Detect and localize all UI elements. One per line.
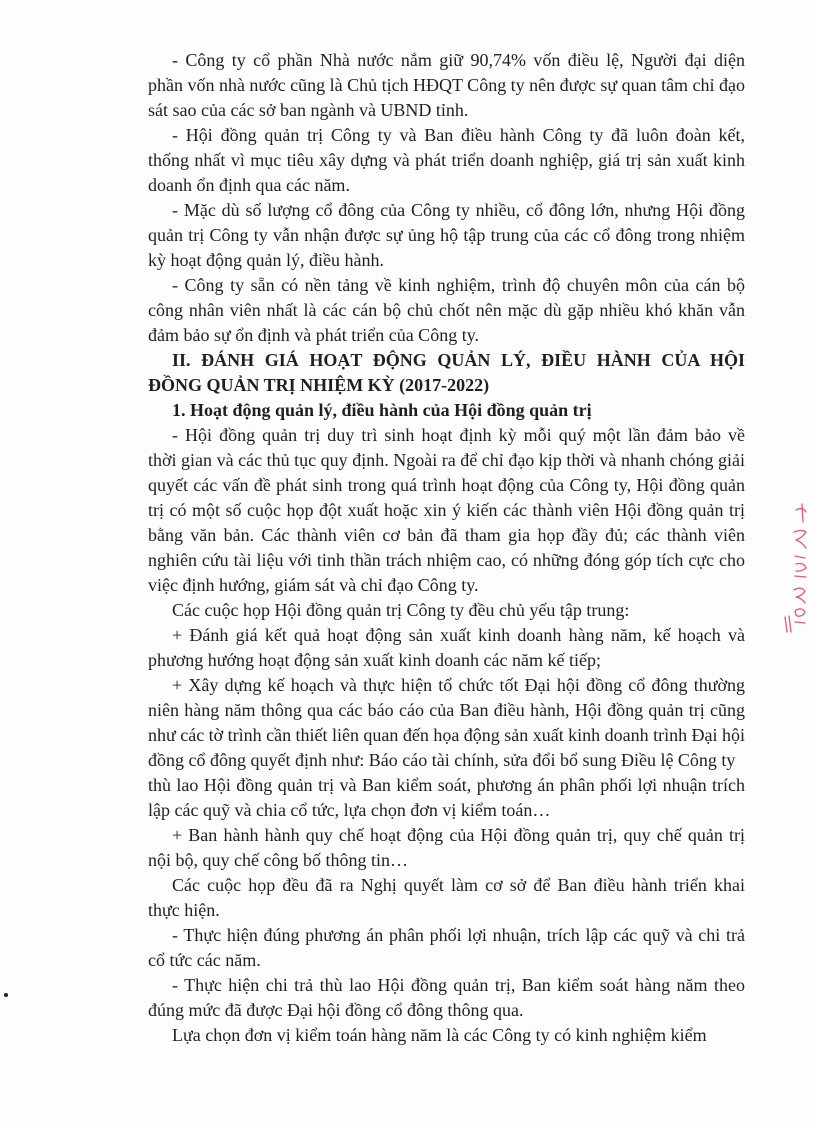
section-heading xyxy=(148,348,745,398)
scan-speck xyxy=(4,993,8,997)
list-item-agm-planning xyxy=(148,673,745,823)
text-line: đồng cổ đông quyết định như: Báo cáo tài chính, sửa đổi bổ sung Điều lệ Công ty xyxy=(148,750,736,770)
text-line: phương hướng hoạt động sản xuất kinh doanh các năm kế tiếp; xyxy=(148,650,601,670)
text-line: thù lao Hội đồng quản trị và Ban kiểm soát, phương án phân phối lợi nhuận trích xyxy=(148,775,745,795)
text-line: nghiên cứu tài liệu với tinh thần trách nhiệm cao, có những đóng góp tích cực cho xyxy=(148,550,745,570)
text-line: bằng văn bản. Các thành viên cơ bản đã tham gia họp đầy đủ; các thành viên xyxy=(148,525,745,545)
paragraph-experience xyxy=(148,273,745,348)
text-line: phần vốn nhà nước cũng là Chủ tịch HĐQT Công ty nên được sự quan tâm chỉ đạo xyxy=(148,75,745,95)
text-line: đảm bảo sự ổn định và phát triển của Công ty. xyxy=(148,325,480,345)
paragraph-shareholder-support xyxy=(148,198,745,273)
text-line: - Thực hiện chi trả thù lao Hội đồng quản trị, Ban kiểm soát hàng năm theo xyxy=(172,975,745,995)
text-line: kỳ hoạt động quản lý, điều hành. xyxy=(148,250,384,270)
text-line: doanh ổn định qua các năm. xyxy=(148,175,350,195)
text-line: quyết các vấn đề phát sinh trong quá trình hoạt động của Công ty, Hội đồng quản xyxy=(148,475,745,495)
section-heading-line: ĐỒNG QUẢN TRỊ NHIỆM KỲ (2017-2022) xyxy=(148,375,490,395)
text-line: đúng mức đã được Đại hội đồng cổ đông thông qua. xyxy=(148,1000,524,1020)
text-line: - Hội đồng quản trị Công ty và Ban điều hành Công ty đã luôn đoàn kết, xyxy=(172,125,745,145)
text-line: nội bộ, quy chế công bố thông tin… xyxy=(148,850,408,870)
text-line: như các tờ trình cần thiết liên quan đến họa động sản xuất kinh doanh trình Đại hội xyxy=(148,725,745,745)
paragraph-state-ownership xyxy=(148,48,745,123)
paragraph-profit-distribution xyxy=(148,923,745,973)
paragraph-auditor-selection xyxy=(148,1023,745,1048)
text-line: quản trị Công ty vẫn nhận được sự ủng hộ tập trung của các cổ đông trong nhiệm xyxy=(148,225,745,245)
paragraph-resolutions xyxy=(148,873,745,923)
list-item-evaluation xyxy=(148,623,745,673)
paragraph-board-meetings xyxy=(148,423,745,598)
text-line: sát sao của các sở ban ngành và UBND tỉnh. xyxy=(148,100,469,120)
text-line: - Thực hiện đúng phương án phân phối lợi nhuận, trích lập các quỹ và chi trả xyxy=(172,925,745,945)
text-line: - Mặc dù số lượng cổ đông của Công ty nhiều, cổ đông lớn, nhưng Hội đồng xyxy=(172,200,745,220)
paragraph-board-unity xyxy=(148,123,745,198)
text-line: thực hiện. xyxy=(148,900,220,920)
text-line: việc định hướng, giám sát và chỉ đạo Công ty. xyxy=(148,575,479,595)
text-line: trị có một số cuộc họp đột xuất hoặc xin ý kiến các thành viên Hội đồng quản trị xyxy=(148,500,745,520)
text-line: công nhân viên nhất là các cán bộ chủ chốt nên mặc dù gặp nhiều khó khăn vẫn xyxy=(148,300,745,320)
text-line: + Ban hành hành quy chế hoạt động của Hội đồng quản trị, quy chế quản trị xyxy=(172,825,745,845)
text-line: Các cuộc họp Hội đồng quản trị Công ty đều chủ yếu tập trung: xyxy=(172,600,630,620)
paragraph-meeting-focus xyxy=(148,598,745,623)
text-line: Các cuộc họp đều đã ra Nghị quyết làm cơ sở để Ban điều hành triển khai xyxy=(172,875,745,895)
text-line: Lựa chọn đơn vị kiểm toán hàng năm là các Công ty có kinh nghiệm kiểm xyxy=(172,1025,707,1045)
text-line: + Xây dựng kế hoạch và thực hiện tổ chức tốt Đại hội đồng cổ đông thường xyxy=(172,675,745,695)
text-line: thống nhất vì mục tiêu xây dựng và phát triển doanh nghiệp, giá trị sản xuất kinh xyxy=(148,150,745,170)
text-line: + Đánh giá kết quả hoạt động sản xuất kinh doanh hàng năm, kế hoạch và xyxy=(172,625,745,645)
text-line: - Công ty cổ phần Nhà nước nắm giữ 90,74% vốn điều lệ, Người đại diện xyxy=(172,50,745,70)
subsection-heading: 1. Hoạt động quản lý, điều hành của Hội đồng quản trị xyxy=(172,400,592,420)
paragraph-remuneration xyxy=(148,973,745,1023)
document-body xyxy=(148,48,745,1048)
text-line: - Hội đồng quản trị duy trì sinh hoạt định kỳ mỗi quý một lần đảm bảo về xyxy=(172,425,745,445)
list-item-regulations xyxy=(148,823,745,873)
text-line: niên hàng năm thông qua các báo cáo của Ban điều hành, Hội đồng quản trị cũng xyxy=(148,700,745,720)
text-line: - Công ty sẵn có nền tảng về kinh nghiệm, trình độ chuyên môn của cán bộ xyxy=(172,275,745,295)
section-heading-line: II. ĐÁNH GIÁ HOẠT ĐỘNG QUẢN LÝ, ĐIỀU HÀNH CỦA HỘI xyxy=(172,350,745,370)
handwritten-margin-note xyxy=(782,498,814,648)
text-line: thời gian và các thủ tục quy định. Ngoài ra để chỉ đạo kịp thời và nhanh chóng giải xyxy=(148,450,745,470)
text-line: lập các quỹ và chia cổ tức, lựa chọn đơn vị kiểm toán… xyxy=(148,800,551,820)
text-line: cổ tức các năm. xyxy=(148,950,261,970)
